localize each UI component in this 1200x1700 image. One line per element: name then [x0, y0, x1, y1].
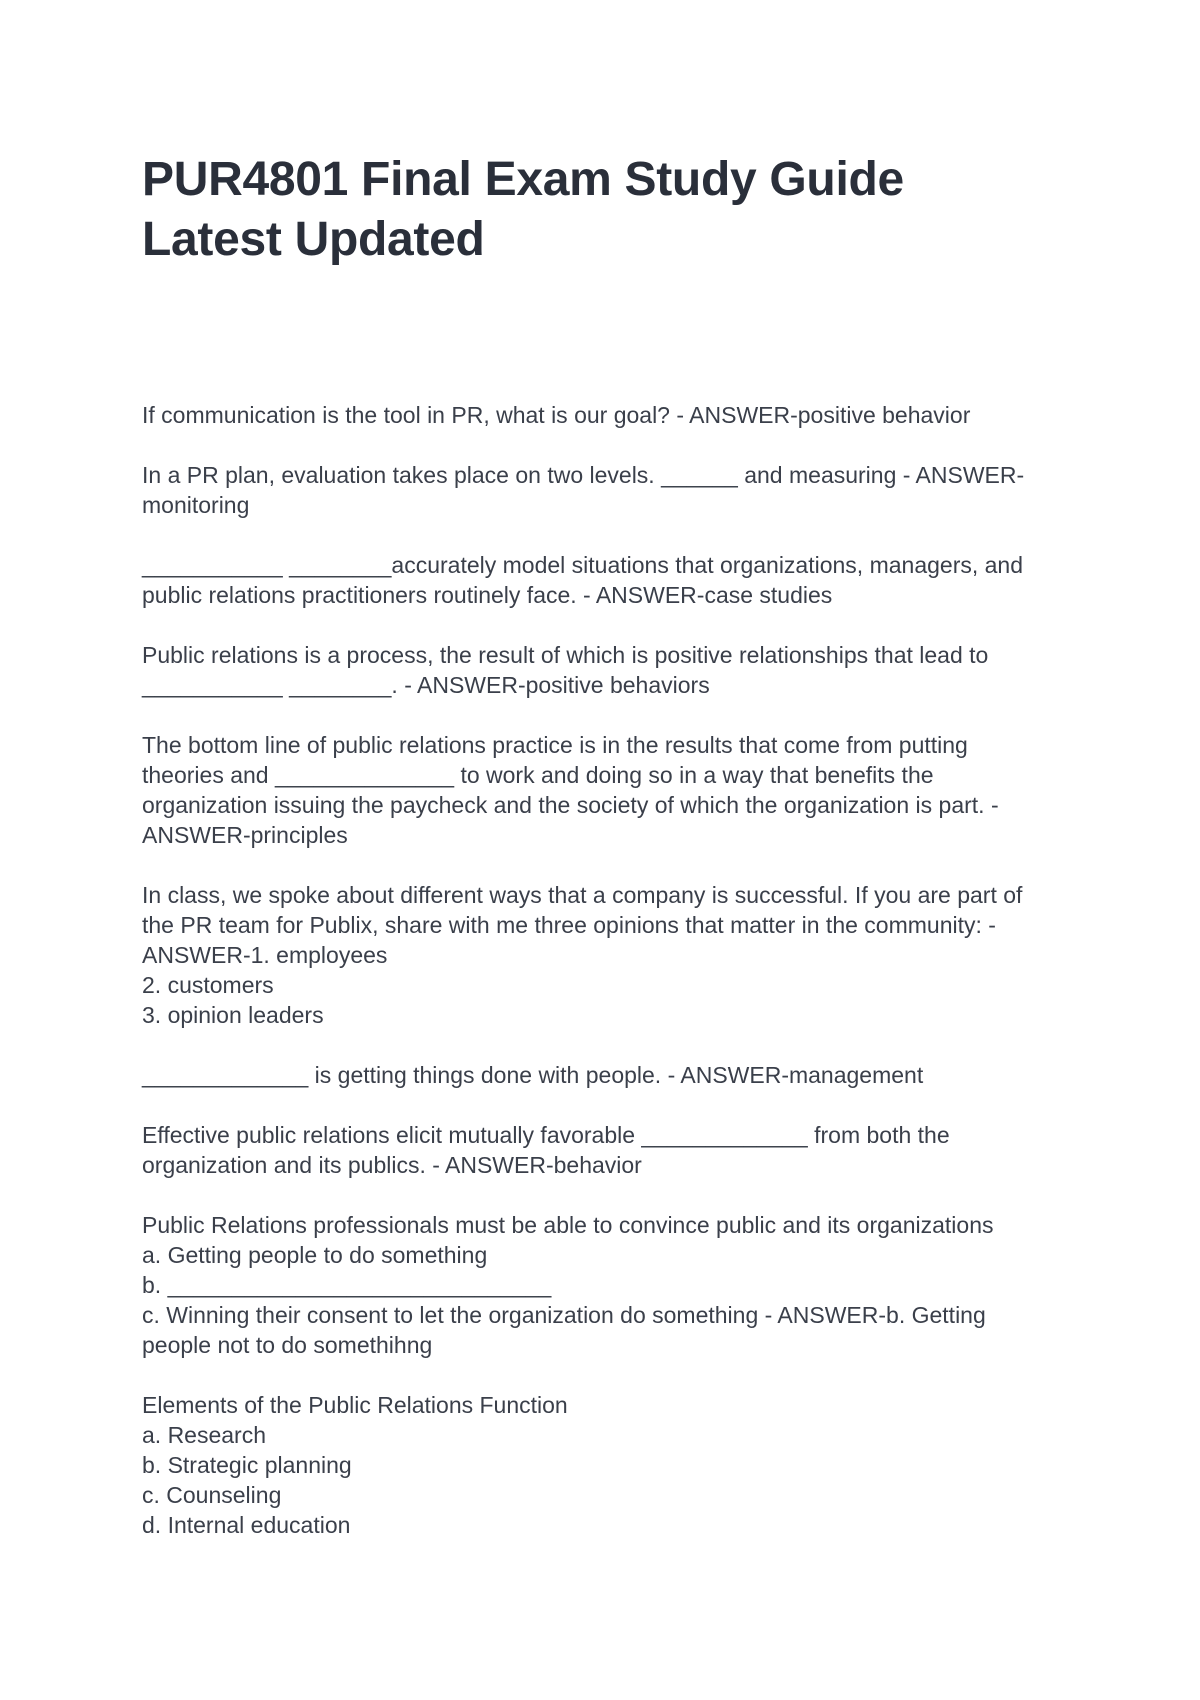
title-line-2: Latest Updated [142, 213, 485, 266]
qa-item: The bottom line of public relations practice is in the results that come from putting theories and ______________ to work and doing so in a way that benefits the organization issuing the paycheck and the society of which the organization is part. - ANSWER-principles [142, 732, 999, 848]
document-page [142, 150, 1072, 1570]
document-title [142, 150, 1072, 270]
title-line-1: PUR4801 Final Exam Study Guide [142, 153, 904, 206]
qa-item: Public relations is a process, the result of which is positive relationships that lead to ___________ ________. - ANSWER-positive behaviors [142, 642, 989, 698]
qa-item: In class, we spoke about different ways that a company is successful. If you are part of the PR team for Publix, share with me three opinions that matter in the community: - ANSWER-1. employees 2. customers 3. opinion leaders [142, 882, 1023, 1028]
qa-item: _____________ is getting things done with people. - ANSWER-management [142, 1062, 924, 1088]
qa-item: In a PR plan, evaluation takes place on two levels. ______ and measuring - ANSWER- monitoring [142, 462, 1025, 518]
qa-item: Effective public relations elicit mutually favorable _____________ from both the organization and its publics. - ANSWER-behavior [142, 1122, 950, 1178]
qa-item: If communication is the tool in PR, what is our goal? - ANSWER-positive behavior [142, 402, 971, 428]
qa-list [142, 400, 1072, 1540]
qa-item: ___________ ________accurately model situations that organizations, managers, and public relations practitioners routinely face. - ANSWER-case studies [142, 552, 1024, 608]
qa-item: Public Relations professionals must be able to convince public and its organizations a. Getting people to do something b. ______________________________ c. Winning their consent to let the organization do something - ANSWER-b. Getting people not to do somethihng [142, 1212, 994, 1358]
qa-item: Elements of the Public Relations Function a. Research b. Strategic planning c. Counseling d. Internal education [142, 1392, 568, 1538]
